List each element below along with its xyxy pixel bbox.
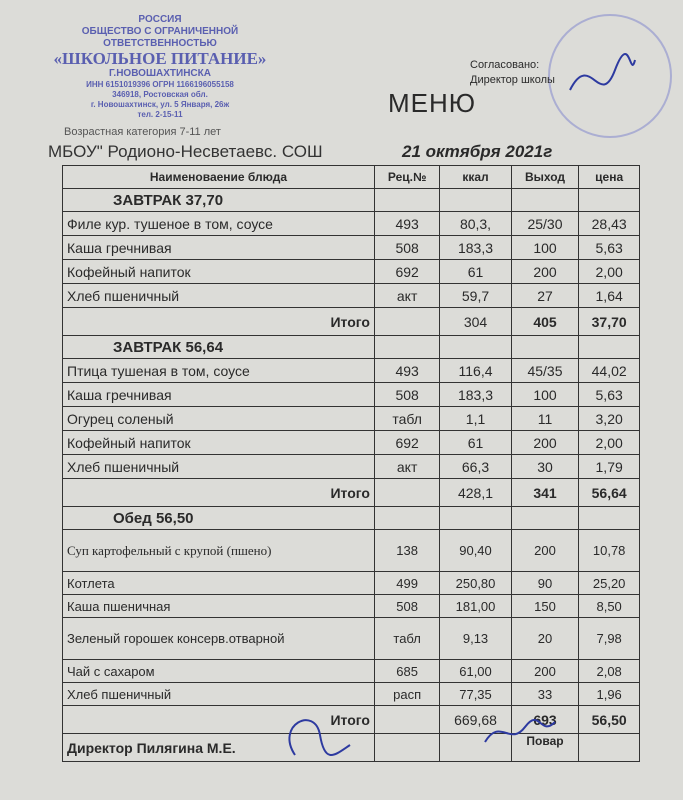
empty-cell — [511, 507, 579, 530]
empty-cell — [374, 507, 439, 530]
dish-name: Филе кур. тушеное в том, соусе — [63, 212, 375, 236]
empty-cell — [511, 336, 579, 359]
kcal: 116,4 — [440, 359, 511, 383]
cook-signature-icon — [480, 712, 560, 752]
approval-label: Согласовано: — [470, 59, 540, 71]
total-label-cell — [63, 479, 375, 507]
dish-name: Хлеб пшеничный — [63, 683, 375, 706]
stamp-text: 346918, Ростовская обл. — [112, 90, 208, 99]
recipe-number: 493 — [374, 359, 439, 383]
table-row — [63, 507, 640, 530]
empty-cell — [579, 507, 640, 530]
kcal: 181,00 — [440, 595, 511, 618]
empty-cell — [440, 336, 511, 359]
price: 5,63 — [579, 383, 640, 407]
dish-name: Суп картофельный с крупой (пшено) — [63, 530, 375, 572]
price: 28,43 — [579, 212, 640, 236]
table-row — [63, 359, 640, 383]
empty-cell — [374, 479, 439, 507]
stamp-text: ИНН 6151019396 ОГРН 1166196055158 — [86, 80, 234, 89]
price: 25,20 — [579, 572, 640, 595]
empty-cell — [511, 189, 579, 212]
kcal: 250,80 — [440, 572, 511, 595]
portion: 45/35 — [511, 359, 579, 383]
price: 5,63 — [579, 236, 640, 260]
table-row — [63, 479, 640, 507]
dish-name: Зеленый горошек консерв.отварной — [63, 618, 375, 660]
director-signature-line: Директор Пилягина М.Е. — [63, 734, 375, 762]
table-row — [63, 189, 640, 212]
stamp-text: тел. 2-15-11 — [137, 110, 183, 119]
dish-name: Хлеб пшеничный — [63, 455, 375, 479]
empty-cell — [374, 336, 439, 359]
portion-header: Выход — [511, 166, 579, 189]
portion: 200 — [511, 260, 579, 284]
recipe-number: 508 — [374, 383, 439, 407]
total-label: Итого — [330, 711, 370, 728]
recipe-number: 138 — [374, 530, 439, 572]
portion: 30 — [511, 455, 579, 479]
total-label: Итого — [330, 484, 370, 501]
kcal: 59,7 — [440, 284, 511, 308]
empty-cell — [374, 706, 439, 734]
table-row — [63, 284, 640, 308]
total-portion: 693 — [511, 706, 579, 734]
empty-cell — [579, 336, 640, 359]
table-row — [63, 336, 640, 359]
stamp-company-name: «ШКОЛЬНОЕ ПИТАНИЕ» — [53, 49, 267, 68]
menu-date: 21 октября 2021г — [402, 142, 553, 161]
total-portion: 341 — [511, 479, 579, 507]
portion: 150 — [511, 595, 579, 618]
empty-cell — [374, 189, 439, 212]
empty-cell — [440, 507, 511, 530]
empty-cell — [579, 189, 640, 212]
portion: 20 — [511, 618, 579, 660]
portion: 200 — [511, 530, 579, 572]
table-row — [63, 308, 640, 336]
portion: 11 — [511, 407, 579, 431]
price: 3,20 — [579, 407, 640, 431]
table-row — [63, 166, 640, 189]
kcal: 90,40 — [440, 530, 511, 572]
portion: 100 — [511, 383, 579, 407]
recipe-number: акт — [374, 284, 439, 308]
price: 8,50 — [579, 595, 640, 618]
dish-name: Огурец соленый — [63, 407, 375, 431]
section-title: ЗАВТРАК 37,70 — [63, 189, 375, 212]
dish-name: Каша гречнивая — [63, 383, 375, 407]
empty-cell — [579, 734, 640, 762]
dish-name: Каша пшеничная — [63, 595, 375, 618]
dish-name: Кофейный напиток — [63, 260, 375, 284]
total-price: 56,50 — [579, 706, 640, 734]
total-label: Итого — [330, 313, 370, 330]
total-kcal: 304 — [440, 308, 511, 336]
table-row — [63, 683, 640, 706]
approval-role: Директор школы — [470, 74, 555, 86]
table-row — [63, 236, 640, 260]
empty-cell — [374, 308, 439, 336]
dish-name: Котлета — [63, 572, 375, 595]
kcal: 77,35 — [440, 683, 511, 706]
dish-name: Чай с сахаром — [63, 660, 375, 683]
empty-cell — [440, 189, 511, 212]
stamp-text: РОССИЯ — [138, 14, 182, 25]
recipe-number: табл — [374, 407, 439, 431]
recipe-number: акт — [374, 455, 439, 479]
section-title: ЗАВТРАК 56,64 — [63, 336, 375, 359]
portion: 25/30 — [511, 212, 579, 236]
stamp-text: Г.НОВОШАХТИНСКА — [109, 68, 211, 79]
approval-block — [470, 58, 555, 88]
company-stamp — [40, 14, 280, 120]
recipe-number: 508 — [374, 595, 439, 618]
kcal: 1,1 — [440, 407, 511, 431]
page-title: МЕНЮ — [388, 88, 477, 118]
portion: 33 — [511, 683, 579, 706]
kcal: 183,3 — [440, 383, 511, 407]
table-row — [63, 572, 640, 595]
kcal: 66,3 — [440, 455, 511, 479]
dish-name: Каша гречнивая — [63, 236, 375, 260]
stamp-text: ОТВЕТСТВЕННОСТЬЮ — [103, 38, 217, 49]
recipe-number: 692 — [374, 431, 439, 455]
price: 1,96 — [579, 683, 640, 706]
portion: 100 — [511, 236, 579, 260]
recipe-number: табл — [374, 618, 439, 660]
price: 2,00 — [579, 431, 640, 455]
table-row — [63, 455, 640, 479]
table-row — [63, 660, 640, 683]
recipe-number: расп — [374, 683, 439, 706]
recipe-number: 508 — [374, 236, 439, 260]
price: 10,78 — [579, 530, 640, 572]
price: 44,02 — [579, 359, 640, 383]
table-row — [63, 212, 640, 236]
director-signature-icon — [275, 705, 355, 765]
dish-name: Птица тушеная в том, соусе — [63, 359, 375, 383]
total-price: 37,70 — [579, 308, 640, 336]
total-price: 56,64 — [579, 479, 640, 507]
price: 2,00 — [579, 260, 640, 284]
price: 2,08 — [579, 660, 640, 683]
total-kcal: 428,1 — [440, 479, 511, 507]
kcal: 61 — [440, 431, 511, 455]
kcal: 61,00 — [440, 660, 511, 683]
stamp-text: г. Новошахтинск, ул. 5 Января, 26ж — [90, 100, 230, 109]
empty-cell — [374, 734, 439, 762]
age-category: Возрастная категория 7-11 лет — [64, 126, 221, 138]
total-kcal: 669,68 — [440, 706, 511, 734]
recipe-number: 493 — [374, 212, 439, 236]
menu-table — [62, 165, 640, 762]
dish-name: Кофейный напиток — [63, 431, 375, 455]
cook-label: Повар — [511, 734, 579, 762]
recipe-number: 499 — [374, 572, 439, 595]
price: 1,79 — [579, 455, 640, 479]
table-row — [63, 383, 640, 407]
portion: 90 — [511, 572, 579, 595]
portion: 200 — [511, 431, 579, 455]
kcal: 9,13 — [440, 618, 511, 660]
stamp-text: ОБЩЕСТВО С ОГРАНИЧЕННОЙ — [81, 26, 239, 37]
portion: 200 — [511, 660, 579, 683]
price: 7,98 — [579, 618, 640, 660]
price-header: цена — [579, 166, 640, 189]
school-name: МБОУ" Родионо-Несветаевс. СОШ — [48, 142, 323, 161]
section-title: Обед 56,50 — [63, 507, 375, 530]
portion: 27 — [511, 284, 579, 308]
kcal-header: ккал — [440, 166, 511, 189]
recipe-number: 692 — [374, 260, 439, 284]
kcal: 80,3, — [440, 212, 511, 236]
signature-icon — [560, 50, 640, 110]
table-row — [63, 618, 640, 660]
table-row — [63, 260, 640, 284]
table-row — [63, 530, 640, 572]
total-label-cell — [63, 308, 375, 336]
recipe-number-header: Рец.№ — [374, 166, 439, 189]
table-row — [63, 595, 640, 618]
dish-name: Хлеб пшеничный — [63, 284, 375, 308]
table-row — [63, 407, 640, 431]
price: 1,64 — [579, 284, 640, 308]
recipe-number: 685 — [374, 660, 439, 683]
dish-name-header: Наименоваение блюда — [63, 166, 375, 189]
table-row — [63, 431, 640, 455]
total-portion: 405 — [511, 308, 579, 336]
kcal: 61 — [440, 260, 511, 284]
kcal: 183,3 — [440, 236, 511, 260]
